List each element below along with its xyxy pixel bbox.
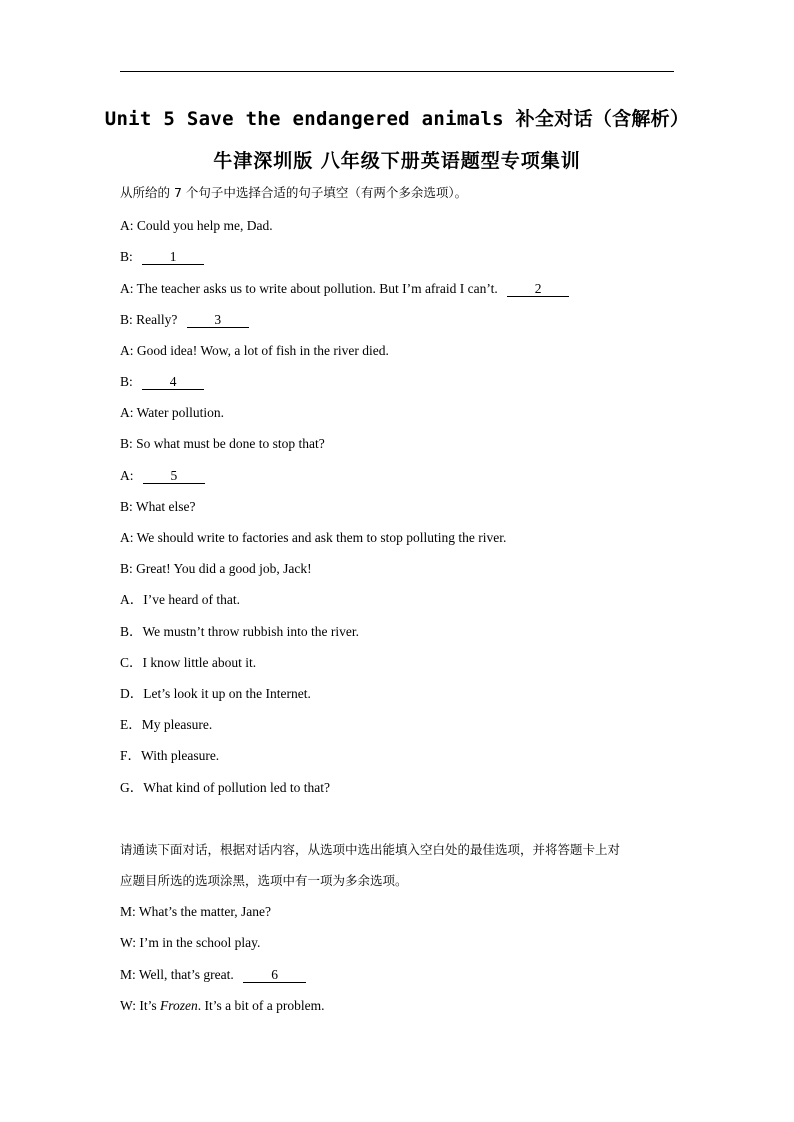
header-rule <box>120 71 674 72</box>
dialogue-line: M: Well, that’s great. 6 <box>120 967 306 983</box>
option-d: D．Let’s look it up on the Internet. <box>120 686 311 701</box>
dialogue-line: A: The teacher asks us to write about pollution. But I’m afraid I can’t. 2 <box>120 281 569 297</box>
option-e: E．My pleasure. <box>120 717 213 732</box>
dialogue-line: A: Good idea! Wow, a lot of fish in the river died. <box>120 343 389 358</box>
dialogue-line: B: Really? 3 <box>120 312 249 328</box>
answer-blank-5: 5 <box>143 468 205 484</box>
section2-instruction-line1: 请通读下面对话，根据对话内容，从选项中选出能填入空白处的最佳选项，并将答题卡上对 <box>120 842 621 857</box>
answer-blank-3: 3 <box>187 312 249 328</box>
dialogue-line: W: I’m in the school play. <box>120 935 261 950</box>
dialogue-line: M: What’s the matter, Jane? <box>120 904 272 919</box>
dialogue-line: B: 1 <box>120 249 204 265</box>
answer-blank-6: 6 <box>243 967 306 983</box>
dialogue-line: W: It’s Frozen. It’s a bit of a problem. <box>120 998 325 1013</box>
option-a: A．I’ve heard of that. <box>120 592 240 607</box>
dialogue-line: B: What else? <box>120 499 196 514</box>
section1-instruction: 从所给的 7 个句子中选择合适的句子填空（有两个多余选项）。 <box>120 185 468 200</box>
play-title: Frozen <box>160 998 198 1013</box>
dialogue-line: B: So what must be done to stop that? <box>120 436 325 451</box>
option-f: F．With pleasure. <box>120 748 220 763</box>
page-title: Unit 5 Save the endangered animals 补全对话（含解析） <box>104 108 690 130</box>
answer-blank-4: 4 <box>142 374 204 390</box>
dialogue-line: B: Great! You did a good job, Jack! <box>120 561 312 576</box>
dialogue-line: A: Water pollution. <box>120 405 225 420</box>
option-b: B．We mustn’t throw rubbish into the river. <box>120 624 360 639</box>
option-g: G．What kind of pollution led to that? <box>120 780 330 795</box>
page-subtitle: 牛津深圳版 八年级下册英语题型专项集训 <box>213 150 581 172</box>
dialogue-line: A: Could you help me, Dad. <box>120 218 273 233</box>
section2-instruction-line2: 应题目所选的选项涂黑，选项中有一项为多余选项。 <box>120 873 408 888</box>
dialogue-line: B: 4 <box>120 374 204 390</box>
dialogue-line: A: We should write to factories and ask them to stop polluting the river. <box>120 530 507 545</box>
answer-blank-2: 2 <box>507 281 569 297</box>
option-c: C．I know little about it. <box>120 655 257 670</box>
answer-blank-1: 1 <box>142 249 204 265</box>
dialogue-line: A: 5 <box>120 468 205 484</box>
